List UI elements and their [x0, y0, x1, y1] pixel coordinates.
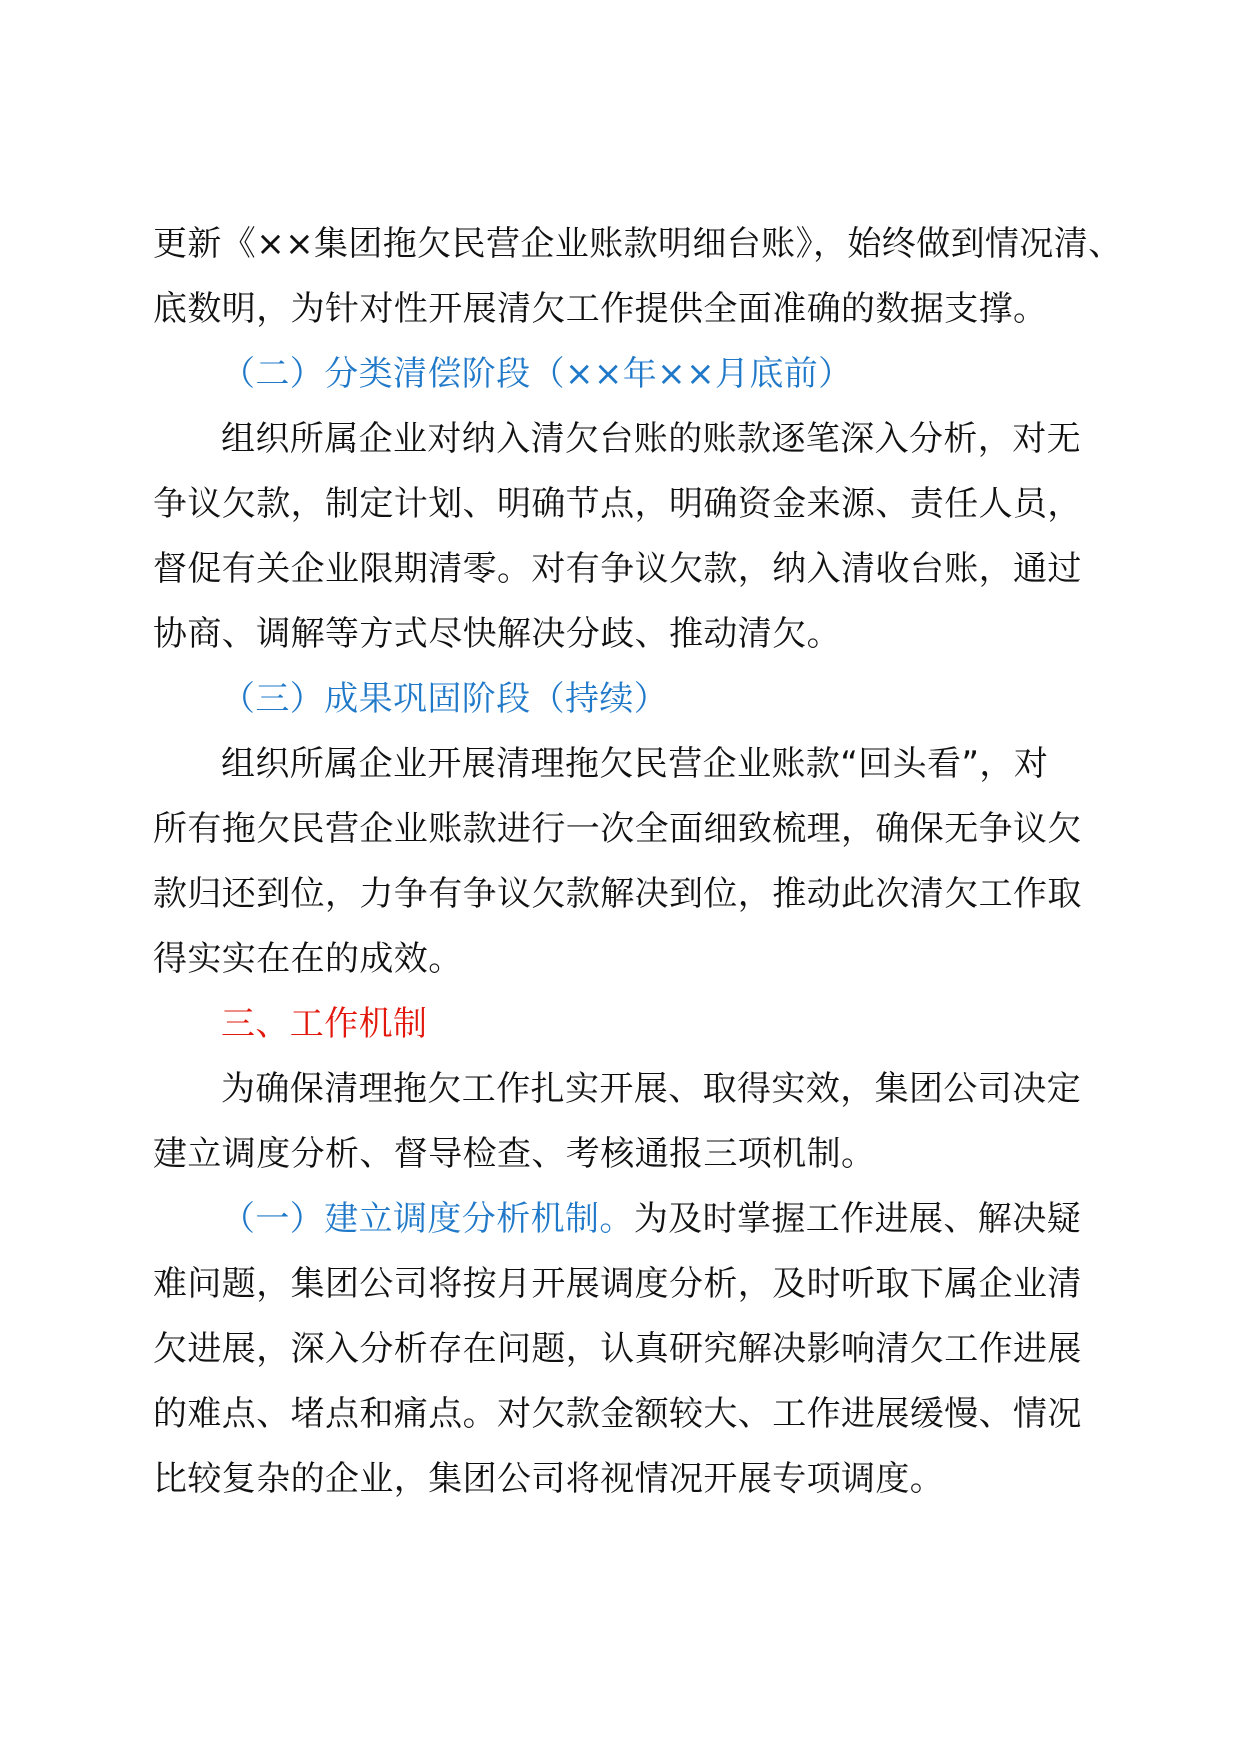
text-line: 欠进展，深入分析存在问题，认真研究解决影响清欠工作进展	[153, 1329, 1082, 1369]
text-line: 难问题，集团公司将按月开展调度分析，及时听取下属企业清	[153, 1264, 1082, 1304]
inline-body-text: 为及时掌握工作进展、解决疑	[633, 1199, 1082, 1239]
text-line: 更新《××集团拖欠民营企业账款明细台账》，始终做到情况清、	[153, 224, 1123, 264]
text-line: 争议欠款，制定计划、明确节点，明确资金来源、责任人员，	[153, 484, 1082, 524]
inline-subheading: （一）建立调度分析机制。	[221, 1199, 634, 1239]
text-line: 协商、调解等方式尽快解决分歧、推动清欠。	[153, 614, 841, 654]
mixed-heading-line	[153, 1187, 1093, 1252]
text-line: 的难点、堵点和痛点。对欠款金额较大、工作进展缓慢、情况	[153, 1394, 1082, 1434]
text-line: 所有拖欠民营企业账款进行一次全面细致梳理，确保无争议欠	[153, 809, 1082, 849]
section-subheading: （三）成果巩固阶段（持续）	[221, 679, 669, 719]
text-line: 督促有关企业限期清零。对有争议欠款，纳入清收台账，通过	[153, 549, 1082, 589]
paragraph-first-line: 组织所属企业开展清理拖欠民营企业账款“回头看”，对	[221, 744, 1049, 784]
text-line: 建立调度分析、督导检查、考核通报三项机制。	[153, 1134, 876, 1174]
section-heading: 三、工作机制	[221, 1004, 428, 1044]
text-line: 底数明，为针对性开展清欠工作提供全面准确的数据支撑。	[153, 289, 1048, 329]
text-line: 得实实在在的成效。	[153, 939, 463, 979]
section-subheading: （二）分类清偿阶段（××年××月底前）	[221, 354, 853, 394]
document-body	[153, 212, 1123, 1512]
text-line: 款归还到位，力争有争议欠款解决到位，推动此次清欠工作取	[153, 874, 1082, 914]
text-line: 比较复杂的企业，集团公司将视情况开展专项调度。	[153, 1459, 945, 1499]
paragraph-first-line: 为确保清理拖欠工作扎实开展、取得实效，集团公司决定	[221, 1069, 1081, 1109]
paragraph-first-line: 组织所属企业对纳入清欠台账的账款逐笔深入分析，对无	[221, 419, 1081, 459]
